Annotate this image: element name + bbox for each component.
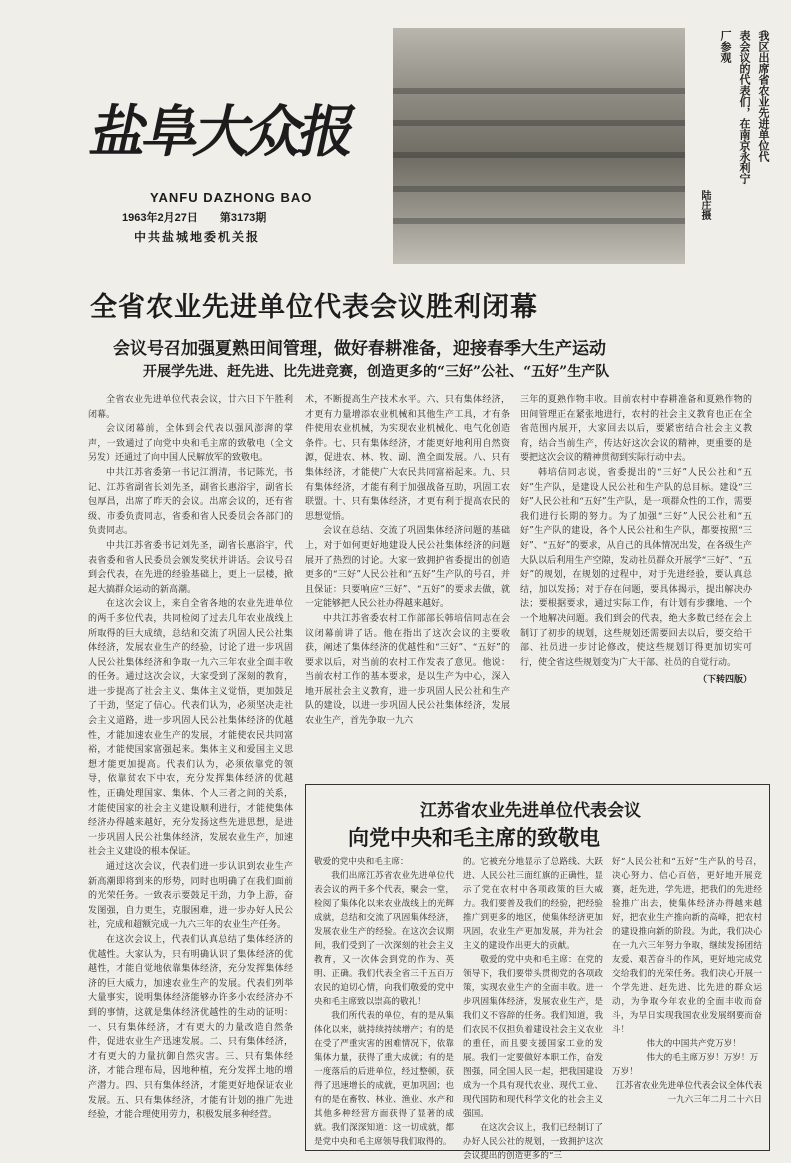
photo-credit: 陆庄摄 — [699, 190, 710, 220]
issue-date: 1963年2月27日 — [122, 212, 198, 224]
telegram-salutation: 敬爱的党中央和毛主席： — [314, 857, 409, 867]
article-paragraph: 全省农业先进单位代表会议，廿六日下午胜利闭幕。 — [88, 395, 293, 420]
telegram-column-2 — [463, 855, 603, 1161]
telegram-title-2: 向党中央和毛主席的致敬电 — [348, 826, 600, 850]
photo-caption-line-1: 我区出席省农业先进单位代 — [757, 30, 770, 162]
continued-note: （下转四版） — [697, 675, 752, 686]
telegram-paragraph: 我们所代表的单位，有的是从集体化以来，就持续持续增产；有的是在受了严重灾害的困难情况下，依靠集体力量，获得了重大成就；有的是一度落后的后进单位，经过整顿，获得了迅速增长的成就，更加巩固；也有的是在畜牧、林业、渔业、水产和其他多种经营方面获得了显著的成就。我们深深知道：这一切成就，都是党中央和毛主席领导我们取得的。 — [314, 1011, 454, 1147]
issue-line — [122, 209, 362, 225]
masthead-title: 盐阜大众报 — [84, 99, 360, 165]
telegram-column-3 — [612, 855, 762, 1145]
masthead-pinyin: YANFU DAZHONG BAO — [150, 190, 313, 205]
headline-subtitle-1: 会议号召加强夏熟田间管理，做好春耕准备，迎接春季大生产运动 — [113, 339, 606, 359]
article-paragraph: 会议闭幕前，全体到会代表以强风澎湃的掌声，一致通过了向党中央和毛主席的致敬电（全文另发）还通过了向中国人民解放军的致敬电。 — [88, 424, 293, 464]
masthead-org: 中共盐城地委机关报 — [134, 230, 261, 244]
article-paragraph: 在这次会议上，来自全省各地的农业先进单位的两千多位代表，共同检阅了过去几年农业战线上所取得的巨大成绩，总结和交流了巩固人民公社集体经济，发展农业生产的经验，讨论了进一步巩固人民公社集体经济和争取一九六三年农业全面丰收的任务。通过这次会议，大家受到了深刻的教育，进一步提高了社会主义、集体主义觉悟，更加鼓足了干劲，坚定了信心。代表们认为，必须坚决走社会主义道路，进一步巩固人民公社集体经济的优越性，才能加速农业生产的发展，才能使农民共同富裕，才能使国家富强起来。集体主义和爱国主义思想才能更加提高。代表们认为，必须依靠党的领导，依靠贫农下中农，充分发挥集体经济的优越性，正确处理国家、集体、个人三者之间的关系，才能使国家的社会主义建设顺利进行，才能使集体经济办得越来越好，充分发扬这些先进思想，是进一步巩固人民公社集体经济，发展农业生产，加速社会主义建设的根本保证。 — [88, 599, 293, 858]
issue-number: 第3173期 — [219, 212, 267, 224]
telegram-paragraph: 我们出席江苏省农业先进单位代表会议的两千多个代表，聚会一堂，检阅了集体化以来农业战线上的光辉成就，总结和交流了巩固集体经济，发展农业生产的经验。在这次会议期间，我们受到了一次深刻的社会主义教育，又一次体会到党的作为、英明、正确。我们代表全省三千五百万农民的迫切心情，向我们敬爱的党中央和毛主席致以崇高的敬礼！ — [314, 871, 454, 1007]
telegram-paragraph: 敬爱的党中央和毛主席：在党的领导下，我们要带头贯彻党的各项政策，实现农业生产的全面丰收。进一步巩固集体经济，发展农业生产，是我们义不容辞的任务。我们知道，我们农民不仅担负着建设社会主义农业的重任，而且要支援国家工业的发展。我们一定要做好本职工作，奋发图强，同全国人民一起，把我国建设成为一个具有现代农业、现代工业、现代国防和现代科学文化的社会主义强国。 — [463, 955, 603, 1119]
telegram-signature: 江苏省农业先进单位代表会议全体代表 — [615, 1081, 762, 1091]
article-column-2 — [305, 393, 510, 778]
telegram-paragraph: 的。它被充分地显示了总路线、大跃进、人民公社三面红旗的正确性，显示了党在农村中各项政策的巨大威力。我们要普及我们的经验，把经验推广到更多的地区，使集体经济更加巩固，农业生产更加发展，并为社会主义的建设作出更大的贡献。 — [463, 857, 603, 951]
article-paragraph: 通过这次会议，代表们进一步认识到农业生产新高潮即将到来的形势，同时也明确了在我们面前的光荣任务。一致表示要鼓足干劲，力争上游，奋发图强，自力更生，克服困难，进一步办好人民公社，完成和超额完成一九六三年的农业生产任务。 — [88, 862, 293, 931]
telegram-date: 一九六三年二月二十六日 — [667, 1095, 762, 1105]
front-photo — [393, 28, 685, 264]
article-paragraph: 术，不断提高生产技术水平。六、只有集体经济，才更有力量增添农业机械和其他生产工具，才有条件使用农业机械，为实现农业机械化、电气化创造条件。七、只有集体经济，才能更好地利用自然资源，促进农、林、牧、副、渔全面发展。八、只有集体经济，才能使广大农民共同富裕起来。九、只有集体经济，才能有利于加强战备互助，巩固工农联盟。十、只有集体经济，才更有利于提高农民的思想觉悟。 — [305, 395, 510, 522]
article-paragraph: 会议在总结、交流了巩固集体经济问题的基础上，对于如何更好地建设人民公社集体经济的问题展开了热烈的讨论。大家一致拥护省委提出的创造更多的“三好”人民公社和“五好”生产队的号召，并且保证：只要响应“三好”、“五好”的要求去做，就一定能够把人民公社办得越来越好。 — [305, 526, 510, 610]
article-paragraph: 中共江苏省委第一书记江渭清，书记陈光，书记、江苏省副省长刘先圣，副省长惠浴宇，副省长包厚昌，出席了昨天的会议。出席会议的，还有省级、市委负责同志，省委和省人民委员会各部门的负责同志。 — [88, 467, 293, 537]
telegram-slogan: 伟大的中国共产党万岁！ — [646, 1039, 741, 1049]
headline-subtitle-2: 开展学先进、赶先进、比先进竞赛，创造更多的“三好”公社、“五好”生产队 — [143, 364, 610, 380]
article-paragraph: 中共江苏省委书记刘先圣，副省长惠浴宇，代表省委和省人民委员会颁发奖状并讲话。会议号召到会代表，在先进的经验基础上，更上一层楼，掀起大搞群众运动的新高潮。 — [88, 540, 293, 595]
article-paragraph: 韩培信同志说，省委提出的“三好”人民公社和“五好”生产队，是建设人民公社和生产队的总目标。建设“三好”人民公社和“五好”生产队，是一项群众性的工作，需要我们进行长期的努力。为了加强“三好”人民公社和“五好”生产队的建设，各个人民公社和生产队，都要按照“三好”、“五好”的要求，从自己的具体情况出发，在各级生产大队以后利用生产空隙，发动社员群众开展学“三好”、“五好”的规划，在规划的过程中，对于先进经验，要认真总结，加以发扬；对于存在问题，要具体揭示，提出解决办法；要根据要求，通过实际工作，有计划有步骤地、一个一个地解决问题。我们到会的代表，绝大多数已经在会上制订了初步的规划，这些规划还需要回去以后，要交给干部、社员进一步讨论修改，使这些规划订得更加切实可行，使全省这些规划变为广大干部、社员的自觉行动。 — [520, 467, 752, 668]
article-paragraph: 在这次会议上，代表们认真总结了集体经济的优越性。大家认为，只有明确认识了集体经济的优越性，才能自觉地依靠集体经济，充分发挥集体经济的巨大威力，加速农业生产的发展。代表们列举大量事实，说明集体经济能够办许多小农经济办不到的事情，这就是集体经济优越性的生动的证明：一、只有集体经济，才有更大的力量改造自然条件，促进农业生产迅速发展。二、只有集体经济，才有更大的力量抗御自然灾害。三、只有集体经济，才能合理布局，因地种植，充分发挥土地的增产潜力。四、只有集体经济，才能更好地保证农业发展。五、只有集体经济，才能有计划的推广先进经验，才能合理使用劳力，积极发展多种经营。 — [88, 934, 293, 1121]
telegram-slogan: 伟大的毛主席万岁！万岁！万万岁！ — [612, 1053, 759, 1077]
article-paragraph: 三年的夏熟作物丰收。目前农村中春耕准备和夏熟作物的田间管理正在紧张地进行，农村的社会主义教育也正在全省范围内展开，大家回去以后，要紧密结合社会主义教育，结合当前生产，传达好这次会议的精神，更重要的是要把这次会议的精神贯彻到实际行动中去。 — [520, 395, 752, 464]
photo-caption-line-3: 厂参观 — [719, 30, 732, 63]
photo-caption-line-2: 表会议的代表们，在南京永利宁 — [738, 30, 751, 184]
telegram-paragraph: 好”人民公社和“五好”生产队的号召，决心努力、信心百倍，更好地开展竞赛，赶先进，学先进，把我们的先进经验推广出去，使集体经济办得越来越好，把农业生产推向新的高峰，把农村的建设推向新的阶段。为此，我们决心在一九六三年努力争取，继续发扬团结友爱、艰苦奋斗的作风，更好地完成党交给我们的光荣任务。我们决心开展一个学先进、赶先进、比先进的群众运动，为争取今年农业的全面丰收而奋斗，为早日实现我国农业发展纲要而奋斗！ — [612, 857, 762, 1035]
telegram-paragraph: 在这次会议上，我们已经制订了办好人民公社的规划，一致拥护这次会议提出的创造更多的“三 — [463, 1123, 603, 1161]
article-column-3 — [520, 393, 752, 778]
main-headline: 全省农业先进单位代表会议胜利闭幕 — [90, 292, 538, 323]
article-paragraph: 中共江苏省委农村工作部部长韩培信同志在会议闭幕前讲了话。他在指出了这次会议的主要收获，阐述了集体经济的优越性和“三好”、“五好”的要求以后，对当前的农村工作发表了意见。他说：当前农村工作的基本要求，是以生产为中心，深入地开展社会主义教育，进一步巩固人民公社和生产队的建设，以进一步巩固人民公社集体经济，发展农业生产，首先争取一九六 — [305, 613, 510, 727]
article-column-1 — [88, 393, 293, 1153]
telegram-column-1 — [314, 855, 454, 1145]
telegram-title-1: 江苏省农业先进单位代表会议 — [420, 801, 641, 821]
